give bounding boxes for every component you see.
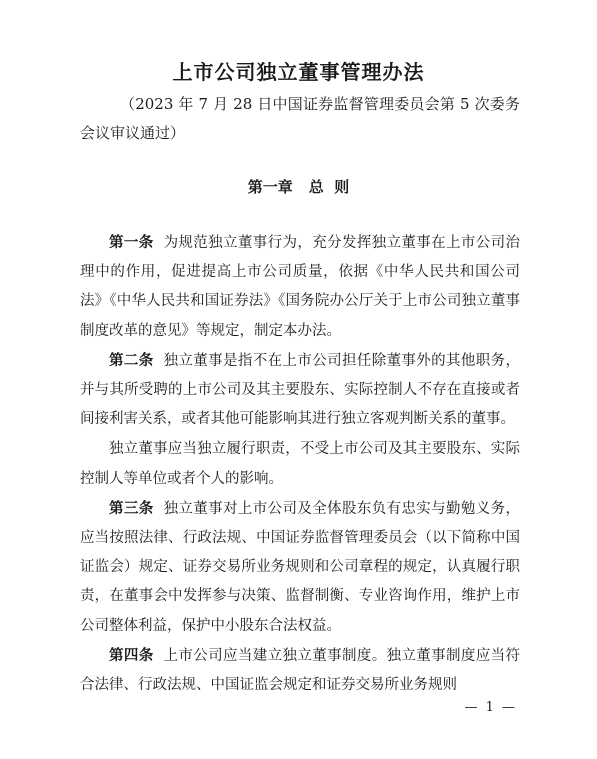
chapter-heading	[0, 176, 597, 197]
article-number: 第二条	[109, 351, 154, 369]
page-number: — 1 —	[464, 700, 517, 715]
chapter-number: 第一章	[247, 178, 293, 196]
paragraph-text: 独立董事是指不在上市公司担任除董事外的其他职务，并与其所受聘的上市公司及其主要股东、实际控制人不存在直接或者间接利害关系，或者其他可能影响其进行独立客观判断关系的董事。	[80, 352, 521, 428]
document-title: 上市公司独立董事管理办法	[172, 60, 425, 84]
document-subtitle: （2023 年 7 月 28 日中国证券监督管理委员会第 5 次委务会议审议通过）	[80, 95, 520, 142]
paragraph	[80, 434, 520, 493]
paragraph-text: 为规范独立董事行为，充分发挥独立董事在上市公司治理中的作用，促进提高上市公司质量，依据《中华人民共和国公司法》《中华人民共和国证券法》《国务院办公厅关于上市公司独立董事制度改革的意见》等规定，制定本办法。	[80, 235, 521, 339]
paragraph-text: 独立董事对上市公司及全体股东负有忠实与勤勉义务，应当按照法律、行政法规、中国证券监督管理委员会（以下简称中国证监会）规定、证券交易所业务规则和公司章程的规定，认真履行职责，在董事会中发挥参与决策、监督制衡、专业咨询作用，维护上市公司整体利益，保护中小股东合法权益。	[80, 500, 521, 634]
paragraph	[80, 494, 520, 641]
article-number: 第四条	[109, 646, 154, 664]
document-body	[80, 228, 520, 700]
article-number: 第一条	[109, 234, 154, 251]
paragraph	[80, 346, 520, 435]
article-number: 第三条	[109, 499, 154, 517]
paragraph-text: 上市公司应当建立独立董事制度。独立董事制度应当符合法律、行政法规、中国证监会规定和证券交易所业务规则	[80, 647, 521, 694]
paragraph-text: 独立董事应当独立履行职责，不受上市公司及其主要股东、实际控制人等单位或者个人的影响。	[80, 441, 520, 487]
paragraph	[80, 228, 520, 346]
paragraph	[80, 641, 520, 700]
chapter-name: 总 则	[308, 178, 350, 196]
